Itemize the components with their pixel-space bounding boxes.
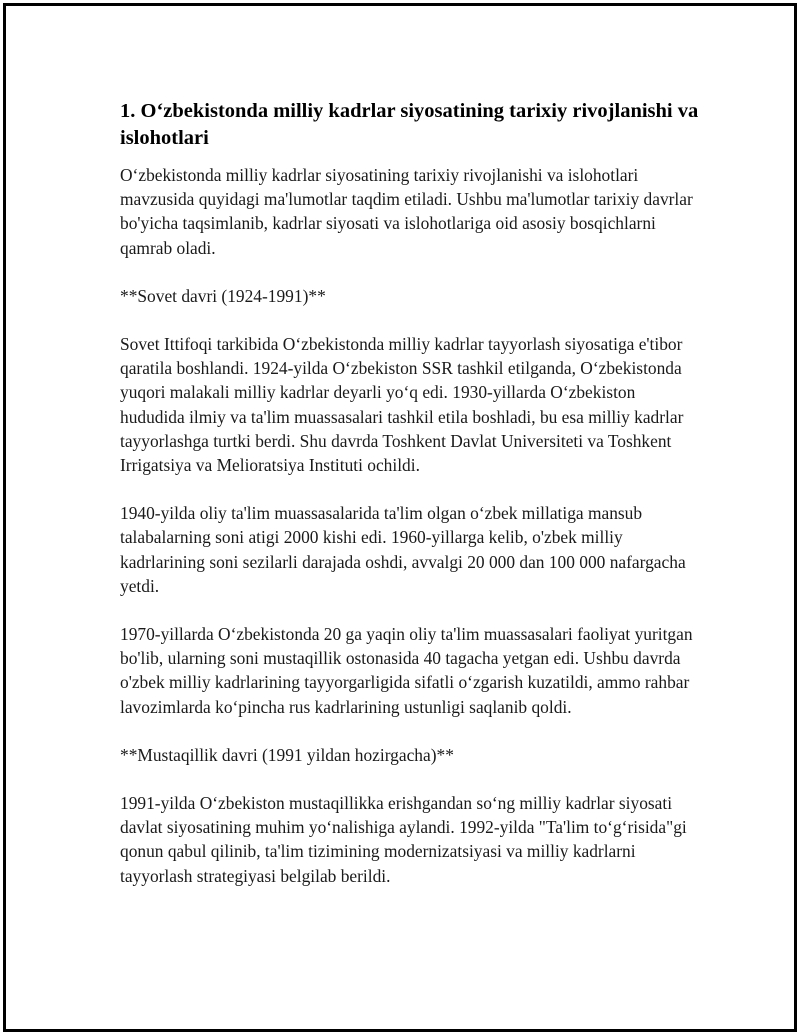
paragraph-soviet-1: Sovet Ittifoqi tarkibida O‘zbekistonda milliy kadrlar tayyorlash siyosatiga e'tibor qaratila boshlandi. 1924-yilda O‘zbekiston SSR tashkil etilganda, O‘zbekistonda yuqori malakali milliy kadrlar deyarli yo‘q edi. 1930-yillarda O‘zbekiston hududida ilmiy va ta'lim muassasalari tashkil etila boshladi, bu esa milliy kadrlar tayyorlashga turtki berdi. Shu davrda Toshkent Davlat Universiteti va Toshkent Irrigatsiya va Melioratsiya Instituti ochildi. — [120, 334, 684, 476]
page-frame — [3, 3, 797, 1032]
paragraph-soviet-3: 1970-yillarda O‘zbekistonda 20 ga yaqin oliy ta'lim muassasalari faoliyat yuritgan bo'lib, ularning soni mustaqillik ostonasida 40 tagacha yetgan edi. Ushbu davrda o'zbek milliy kadrlarining tayyorgarligida sifatli o‘zgarish kuzatildi, ammo rahbar lavozimlarda ko‘pincha rus kadrlarining ustunligi saqlanib qoldi. — [120, 624, 693, 717]
document-title: 1. O‘zbekistonda milliy kadrlar siyosatining tarixiy rivojlanishi va islohotlari — [120, 100, 699, 149]
section-heading-soviet: **Sovet davri (1924-1991)** — [120, 285, 326, 306]
section-heading-independence: **Mustaqillik davri (1991 yildan hozirgacha)** — [120, 744, 454, 765]
document-body — [120, 98, 700, 912]
paragraph-soviet-2: 1940-yilda oliy ta'lim muassasalarida ta'lim olgan o‘zbek millatiga mansub talabalarning soni atigi 2000 kishi edi. 1960-yillarga kelib, o'zbek milliy kadrlarining soni sezilarli darajada oshdi, avvalgi 20 000 dan 100 000 nafargacha yetdi. — [120, 503, 686, 596]
paragraph-independence-1: 1991-yilda O‘zbekiston mustaqillikka erishgandan so‘ng milliy kadrlar siyosati davlat siyosatining muhim yo‘nalishiga aylandi. 1992-yilda "Ta'lim to‘g‘risida"gi qonun qabul qilinib, ta'lim tizimining modernizatsiyasi va milliy kadrlarni tayyorlash strategiyasi belgilab berildi. — [120, 793, 687, 886]
paragraph-intro: O‘zbekistonda milliy kadrlar siyosatining tarixiy rivojlanishi va islohotlari mavzusida quyidagi ma'lumotlar taqdim etiladi. Ushbu ma'lumotlar tarixiy davrlar bo'yicha taqsimlanib, kadrlar siyosati va islohotlariga oid asosiy bosqichlarni qamrab oladi. — [120, 165, 693, 258]
